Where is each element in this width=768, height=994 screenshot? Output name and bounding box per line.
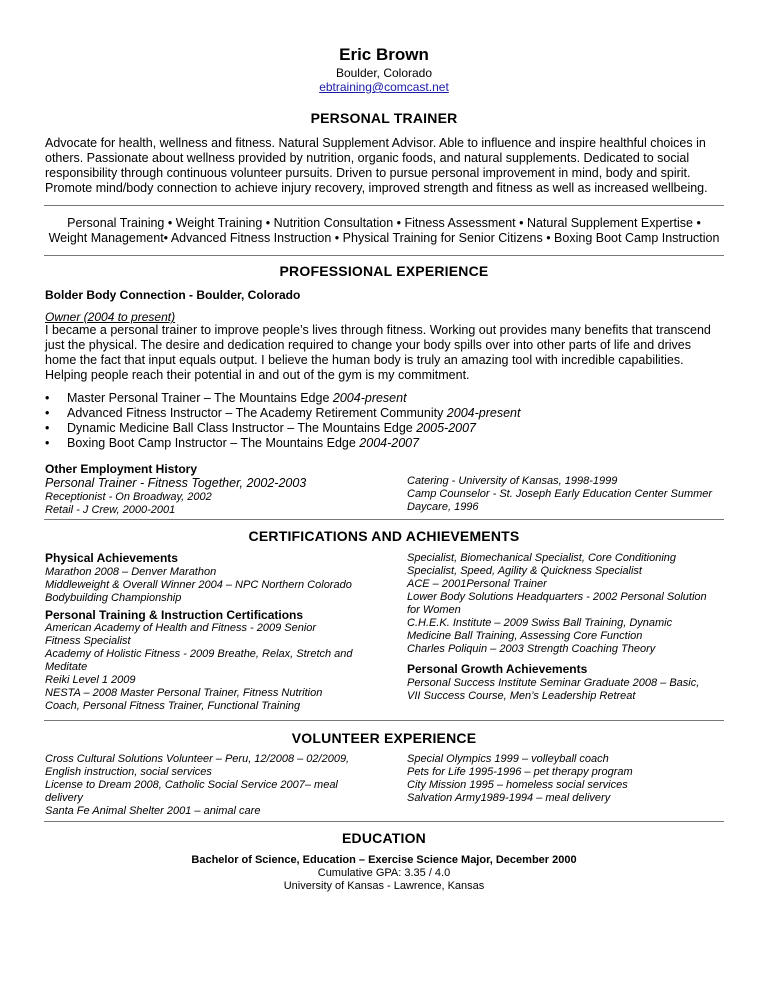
- skills-line: Weight Management• Advanced Fitness Instruction • Physical Training for Senior Citizens • Boxing Boot Camp Instruction: [48, 231, 720, 245]
- description-line: I became a personal trainer to improve people’s lives through fitness. Working out provides many benefits that transcend: [45, 323, 711, 337]
- certifications-right-column: [407, 552, 732, 703]
- volunteer-item: Pets for Life 1995-1996 – pet therapy program: [407, 766, 633, 778]
- certification-item: Lower Body Solutions Headquarters - 2002 Personal Solution: [407, 591, 707, 603]
- achievement-item: Bodybuilding Championship: [45, 591, 182, 604]
- experience-description: [45, 323, 735, 383]
- other-employment-item: Receptionist - On Broadway, 2002: [45, 490, 212, 503]
- position-item: [45, 421, 735, 436]
- other-employment-item: Catering - University of Kansas, 1998-1999: [407, 475, 618, 487]
- certification-item: for Women: [407, 604, 461, 616]
- divider: [44, 720, 724, 721]
- physical-achievements-heading: Physical Achievements: [45, 551, 178, 565]
- physical-achievements-list: [45, 566, 395, 605]
- degree: Bachelor of Science, Education – Exercise Science Major, December 2000: [191, 854, 577, 866]
- volunteer-item: License to Dream 2008, Catholic Social Service 2007– meal: [45, 779, 338, 791]
- position-title: Master Personal Trainer – The Mountains Edge: [67, 391, 333, 405]
- volunteer-heading: VOLUNTEER EXPERIENCE: [291, 730, 477, 746]
- description-line: just the physical. The desire and dedication required to change your body spills over into other parts of life and drives: [45, 338, 691, 352]
- volunteer-item: Santa Fe Animal Shelter 2001 – animal care: [45, 805, 261, 817]
- certification-item: Medicine Ball Training, Assessing Core Function: [407, 630, 643, 642]
- position-dates: 2004-present: [446, 406, 521, 420]
- position-dates: 2004-2007: [359, 436, 420, 450]
- position-item: [45, 391, 735, 406]
- certification-item: ACE – 2001Personal Trainer: [407, 578, 547, 590]
- certification-item: Specialist, Biomechanical Specialist, Core Conditioning: [407, 552, 677, 564]
- position-dates: 2004-present: [332, 391, 407, 405]
- certifications-right-list: [407, 552, 732, 656]
- gpa: Cumulative GPA: 3.35 / 4.0: [317, 867, 451, 879]
- volunteer-item: City Mission 1995 – homeless social services: [407, 779, 628, 791]
- training-certifications-list: [45, 622, 395, 713]
- volunteer-item: Special Olympics 1999 – volleyball coach: [407, 753, 609, 765]
- personal-growth-list: [407, 677, 732, 703]
- candidate-location: Boulder, Colorado: [335, 66, 433, 80]
- certification-item: Reiki Level 1 2009: [45, 674, 136, 686]
- employer-name: Bolder Body Connection - Boulder, Colorado: [45, 288, 301, 302]
- other-employment-heading: Other Employment History: [45, 462, 198, 476]
- volunteer-item: Salvation Army1989-1994 – meal delivery: [407, 792, 611, 804]
- resume-title: PERSONAL TRAINER: [310, 110, 458, 126]
- training-certifications-heading: Personal Training & Instruction Certifications: [45, 607, 304, 622]
- position-item: [45, 436, 735, 451]
- job-role: Owner (2004 to present): [45, 310, 176, 324]
- experience-heading: PROFESSIONAL EXPERIENCE: [279, 263, 489, 279]
- divider: [44, 205, 724, 206]
- certification-item: Charles Poliquin – 2003 Strength Coaching Theory: [407, 643, 656, 655]
- other-employment-right: [407, 475, 727, 514]
- volunteer-item: delivery: [45, 792, 83, 804]
- summary-line: Advocate for health, wellness and fitness. Natural Supplement Advisor. Able to influence and inspire healthful choices in: [45, 136, 706, 150]
- volunteer-item: English instruction, social services: [45, 766, 212, 778]
- positions-list: [45, 391, 735, 451]
- summary-line: others. Passionate about wellness provided by nutrition, organic foods, and natural supplements. Dedicated to social: [45, 151, 690, 165]
- other-employment-item: Personal Trainer - Fitness Together, 2002-2003: [45, 476, 307, 490]
- other-employment-item: Camp Counselor - St. Joseph Early Education Center Summer: [407, 488, 713, 500]
- achievement-item: Marathon 2008 – Denver Marathon: [45, 565, 217, 578]
- divider: [44, 255, 724, 256]
- summary-line: responsibility through continuous volunteer pursuits. Driven to pursue personal improvement in mind, body and spirit.: [45, 166, 691, 180]
- description-line: Helping people reach their potential in and out of the gym is my commitment.: [45, 368, 470, 382]
- personal-growth-heading: Personal Growth Achievements: [407, 662, 588, 676]
- summary-paragraph: [45, 136, 735, 196]
- description-line: home the fact that input equals output. I believe the human body is truly an amazing tool with incredible capabilities.: [45, 353, 684, 367]
- certification-item: Meditate: [45, 661, 88, 673]
- growth-item: Personal Success Institute Seminar Graduate 2008 – Basic,: [407, 676, 700, 689]
- certification-item: Coach, Personal Fitness Trainer, Functional Training: [45, 700, 301, 712]
- certification-item: C.H.E.K. Institute – 2009 Swiss Ball Training, Dynamic: [407, 617, 673, 629]
- volunteer-right-column: [407, 753, 732, 805]
- volunteer-left-column: [45, 753, 395, 818]
- certification-item: American Academy of Health and Fitness - 2009 Senior: [45, 622, 317, 634]
- school: University of Kansas - Lawrence, Kansas: [283, 880, 485, 892]
- certification-item: Specialist, Speed, Agility & Quickness Specialist: [407, 565, 642, 577]
- certifications-left-column: [45, 551, 395, 713]
- certification-item: NESTA – 2008 Master Personal Trainer, Fitness Nutrition: [45, 687, 323, 699]
- certification-item: Academy of Holistic Fitness - 2009 Breathe, Relax, Stretch and: [45, 648, 353, 660]
- other-employment-item: Retail - J Crew, 2000-2001: [45, 503, 176, 516]
- position-title: Boxing Boot Camp Instructor – The Mountains Edge: [67, 436, 360, 450]
- skills-line: Personal Training • Weight Training • Nutrition Consultation • Fitness Assessment • Natural Supplement Expertise •: [67, 216, 701, 230]
- achievement-item: Middleweight & Overall Winner 2004 – NPC Northern Colorado: [45, 578, 352, 591]
- skills-list: [0, 216, 768, 246]
- certifications-heading: CERTIFICATIONS AND ACHIEVEMENTS: [248, 528, 520, 544]
- certification-item: Fitness Specialist: [45, 635, 131, 647]
- volunteer-item: Cross Cultural Solutions Volunteer – Peru, 12/2008 – 02/2009,: [45, 753, 350, 765]
- position-title: Advanced Fitness Instructor – The Academy Retirement Community: [67, 406, 447, 420]
- email-link[interactable]: ebtraining@comcast.net: [319, 80, 449, 94]
- candidate-name: Eric Brown: [339, 45, 429, 64]
- growth-item: VII Success Course, Men’s Leadership Retreat: [407, 689, 636, 702]
- position-item: [45, 406, 735, 421]
- divider: [44, 519, 724, 520]
- divider: [44, 821, 724, 822]
- education-heading: EDUCATION: [342, 830, 426, 846]
- other-employment-left: [45, 476, 390, 517]
- position-title: Dynamic Medicine Ball Class Instructor – The Mountains Edge: [67, 421, 417, 435]
- summary-line: Promote mind/body connection to achieve injury recovery, improved strength and fitness as well as increased wellbeing.: [45, 181, 708, 195]
- position-dates: 2005-2007: [416, 421, 477, 435]
- other-employment-item: Daycare, 1996: [407, 501, 479, 513]
